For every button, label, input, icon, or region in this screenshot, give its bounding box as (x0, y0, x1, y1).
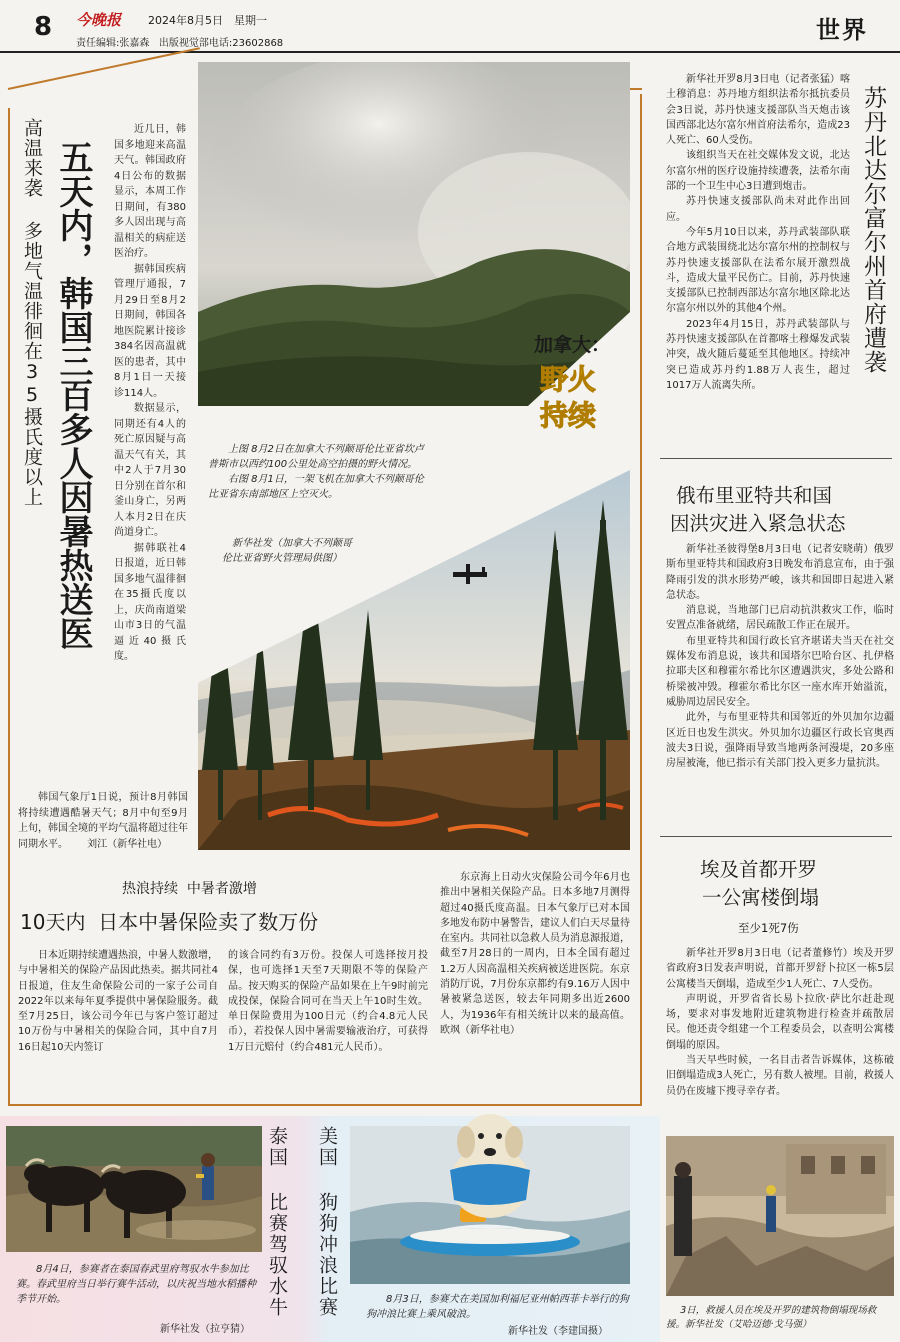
sudan-headline: 苏丹北达尔富尔州首府遭袭 (860, 86, 886, 374)
japan-col2-text: 的该合同约有3万份。投保人可选择按月投保，也可选择1天至7天期限不等的保险产品。按天购买的保险产品如果在上午9时前完成投保，保险合同可在当天上午10时生效。单日保险费用为100日元（约合4.8元人民币），若投保人因中暑需要输液治疗，可获得1万日元赔付（约合481元人民币）。 (228, 950, 428, 1053)
thailand-title: 泰国 比赛驾驭水牛 (266, 1126, 288, 1318)
sudan-body (666, 72, 850, 393)
sudan-paragraph-3: 苏丹快速支援部队尚未对此作出回应。 (666, 196, 850, 223)
korea-paragraph-3: 数据显示，同期还有4人的死亡原因疑与高温天气有关，其中2人于7月30日分别在首尔和釜山身亡，另两人本月2日在庆尚道身亡。 (114, 403, 186, 538)
japan-column-3 (440, 870, 640, 1038)
canada-captions (208, 442, 426, 502)
canada-firefighting-plane-photo (198, 470, 630, 850)
editor-line: 责任编辑:张嘉森 出版视觉部电话:23602868 (76, 38, 284, 49)
japan-column-1 (18, 948, 218, 1055)
egypt-paragraph-2: 声明说，开罗省省长易卜拉欣·萨比尔赶赴现场，要求对事发地附近建筑物进行检查并疏散居民。他还责令组建一个工程委员会，以查明公寓楼倒塌的原因。 (666, 993, 894, 1051)
sudan-paragraph-4: 今年5月10日以来，苏丹武装部队联合地方武装围绕北达尔富尔州的控制权与苏丹快速支援部队在法希尔展开激烈战斗，造成大量平民伤亡。目前，苏丹快速支援部队已控制西部达尔富尔地区除北达尔富尔州以外的其他4个州。 (666, 226, 850, 315)
canada-title-big-2: 持续 (540, 399, 597, 432)
korea-subhead: 高温来袭 多地气温徘徊在35摄氏度以上 (21, 118, 43, 507)
egypt-caption-credit: 新华社发（艾哈迈德·戈马强） (685, 1319, 812, 1330)
usa-dog-surfing-photo (350, 1092, 630, 1284)
japan-col3-text: 东京海上日动火灾保险公司今年6月也推出中暑相关保险产品。日本多地7月测得超过40摄氏度高温。日本气象厅已对本国多地发布防中暑警告，建议人们白天尽量待在室内。共同社以急救人员为消息源报道，截至7月28日的一周内，日本全国有超过1.2万人因高温相关疾病被送进医院。东京消防厅说，7月份东京都约有9.16万人因中暑被紧急送医，较去年同期多出近2600人，为1936年有相关统计以来的最高值。 欧飒（新华社电） (440, 872, 640, 1036)
masthead-rule (0, 51, 900, 53)
korea-paragraph-5: 韩国气象厅1日说，预计8月韩国将持续遭遇酷暑天气；8月中旬至9月上旬，韩国全境的平均气温将超过往年同期水平。 刘江（新华社电） (18, 792, 188, 850)
thailand-buffalo-race-photo (6, 1126, 262, 1252)
canada-title-big-1: 野火 (540, 363, 597, 396)
sudan-paragraph-5: 2023年4月15日，苏丹武装部队与苏丹快速支援部队在首都喀土穆爆发武装冲突，战火随后蔓延至其他地区。持续冲突已造成苏丹约1.88万人丧生，超过1017万人流离失所。 (666, 318, 850, 391)
egypt-paragraph-1: 新华社开罗8月3日电（记者董修竹）埃及开罗省政府3日发表声明说，首都开罗舒卜拉区一栋5层公寓楼当天倒塌，造成至少1人死亡、7人受伤。 (666, 948, 894, 990)
usa-credit: 新华社发（李建国摄） (508, 1326, 608, 1337)
frame-top-left (8, 47, 200, 90)
masthead (0, 0, 900, 52)
egypt-caption (666, 1304, 894, 1332)
buryatia-paragraph-4: 此外，与布里亚特共和国邻近的外贝加尔边疆区近日也发生洪灾。外贝加尔边疆区行政长官奥西波夫3日说，强降雨导致当地两条河漫堤，20多座房屋被淹，他已指示有关部门投入更多力量抗洪。 (666, 712, 894, 770)
korea-tail-paragraph (18, 790, 188, 852)
usa-title: 美国 狗狗冲浪比赛 (316, 1126, 338, 1318)
buryatia-paragraph-3: 布里亚特共和国行政长官齐堪诺夫当天在社交媒体发布消息说，该共和国塔尔巴哈台区、扎伊格拉耶夫区和穆霍尔希比尔区遭遇洪灾，多处公路和桥梁被冲毁。穆霍尔希比尔区一座水库开始溢流，威胁周边居民安全。 (666, 635, 894, 708)
buryatia-body (666, 542, 894, 771)
egypt-headline-2: 一公寓楼倒塌 (702, 886, 820, 909)
japan-col1-text: 日本近期持续遭遇热浪，中暑人数激增，与中暑相关的保险产品因此热卖。据共同社4日报道，住友生命保险公司的一家子公司自2022年以来每年夏季提供中暑保险服务。截至7月25日，该公司今年已与客户签订超过10万份与中暑相关的保险合同，其中自7月16日起10天内签订 (18, 950, 218, 1053)
sudan-paragraph-2: 该组织当天在社交媒体发文说，北达尔富尔州的医疗设施持续遭袭，法希尔南部的一个卫生中心3日遭到炮击。 (666, 150, 850, 193)
korea-paragraph-2: 据韩国疾病管理厅通报，7月29日至8月2日期间，韩国各地医院累计接诊384名因高温就医的患者，其中8月1日一天接诊114人。 (114, 263, 186, 399)
sudan-divider (660, 458, 892, 459)
sudan-paragraph-1: 新华社开罗8月3日电（记者张猛）喀土穆消息：苏丹地方组织法希尔抵抗委员会3日说，苏丹快速支援部队当天炮击该国西部北达尔富尔州首府法希尔，造成23人死亡、60人受伤。 (666, 74, 850, 147)
thailand-caption: 8月4日，参赛者在泰国春武里府驾驭水牛参加比赛。春武里府当日举行赛牛活动，以庆祝当地水稻播种季节开始。 (16, 1264, 256, 1305)
egypt-caption-text: 3日，救援人员在埃及开罗的建筑物倒塌现场救援。 (666, 1305, 877, 1330)
japan-kicker: 热浪持续 中暑者激增 (122, 881, 257, 897)
issue-weekday: 星期一 (234, 14, 267, 27)
canada-title-small: 加拿大： (534, 334, 611, 356)
canada-credit: 新华社发（加拿大不列颠哥伦比亚省野火管理局供图） (222, 538, 352, 564)
paper-logo: 今晚报 (76, 11, 122, 29)
korea-paragraph-1: 近几日，韩国多地迎来高温天气。韩国政府4日公布的数据显示，本周工作日期间，有380多人因出现与高温相关的病症送医治疗。 (114, 124, 186, 259)
usa-caption: 8月3日，参赛犬在美国加利福尼亚州帕西菲卡举行的狗狗冲浪比赛上乘风破浪。 (366, 1294, 629, 1320)
korea-headline: 五天内，韩国三百多人因暑热送医 (53, 140, 93, 650)
korea-body-column (114, 122, 186, 822)
buryatia-paragraph-2: 消息说，当地部门已启动抗洪救灾工作，临时安置点准备就绪，居民疏散工作正在展开。 (666, 605, 894, 632)
korea-paragraph-4: 据韩联社4日报道，近日韩国多地气温徘徊在35摄氏度以上，庆尚南道梁山市3日的气温逼近40摄氏度。 (114, 542, 186, 662)
buryatia-paragraph-1: 新华社圣彼得堡8月3日电（记者安晓萌）俄罗斯布里亚特共和国政府3日晚发布消息宣布，由于强降雨引发的洪水形势严峻，该共和国即日起进入紧急状态。 (666, 544, 894, 601)
japan-headline: 10天内 日本中暑保险卖了数万份 (20, 910, 319, 934)
canada-caption-1: 上图 8月2日在加拿大不列颠哥伦比亚省坎卢普斯市以西约100公里处高空拍摄的野火情况。 (208, 444, 424, 470)
buryatia-headline-2: 因洪灾进入紧急状态 (670, 512, 846, 535)
section-title: 世界 (816, 16, 868, 44)
buryatia-divider (660, 836, 892, 837)
japan-column-2 (228, 948, 428, 1055)
egypt-headline-1: 埃及首都开罗 (700, 858, 818, 881)
frame-right (640, 94, 642, 1104)
canada-caption-2: 右图 8月1日，一架飞机在加拿大不列颠哥伦比亚省东南部地区上空灭火。 (208, 474, 424, 500)
egypt-paragraph-3: 当天早些时候，一名目击者告诉媒体，这栋破旧倒塌造成3人死亡，另有数人被埋。目前，救援人员仍在废墟下搜寻幸存者。 (666, 1055, 894, 1097)
cairo-collapse-photo (666, 1136, 894, 1296)
egypt-body (666, 946, 894, 1099)
egypt-subhead: 至少1死7伤 (738, 921, 799, 935)
thailand-credit: 新华社发（拉亨猜） (160, 1324, 250, 1335)
issue-date: 2024年8月5日 (148, 14, 223, 27)
frame-left (8, 108, 10, 1104)
buryatia-headline-1: 俄布里亚特共和国 (676, 484, 833, 507)
page-number: 8 (34, 12, 53, 42)
